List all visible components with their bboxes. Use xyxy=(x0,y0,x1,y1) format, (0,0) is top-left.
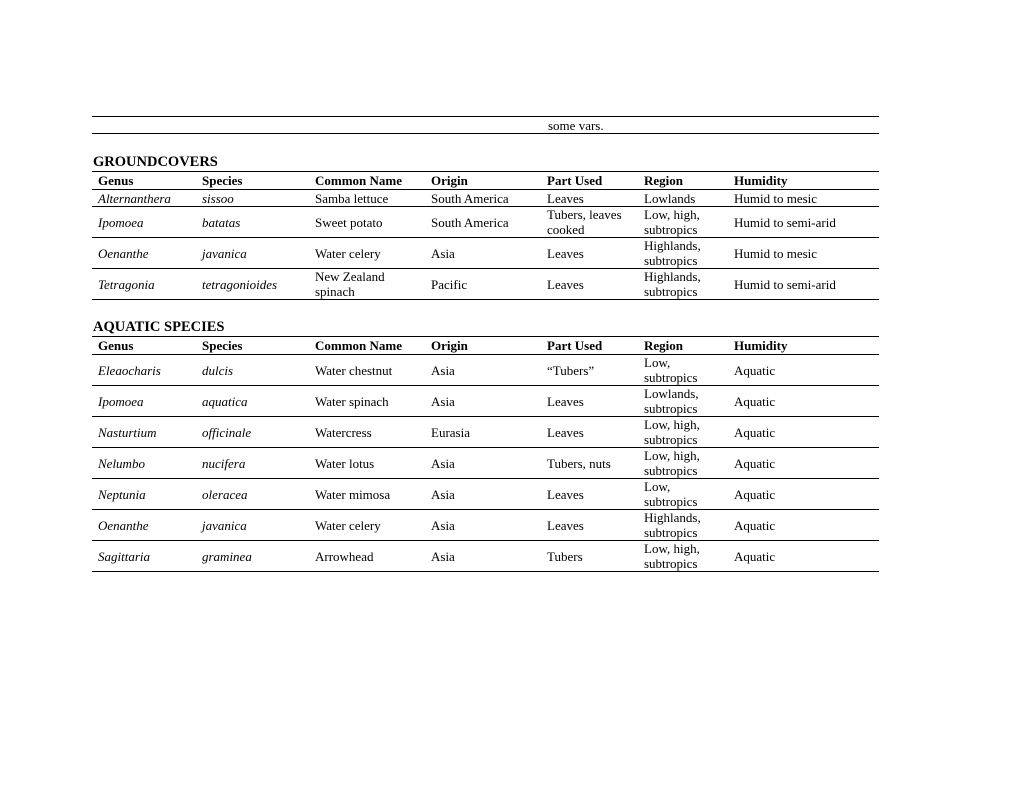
humidity-cell: Aquatic xyxy=(728,417,879,448)
origin-cell: Asia xyxy=(425,386,541,417)
common-name-cell: Water celery xyxy=(309,238,425,269)
common-name-header: Common Name xyxy=(309,337,425,355)
part-used-cell: Leaves xyxy=(541,479,638,510)
region-cell: Lowlands xyxy=(638,190,728,207)
humidity-cell: Humid to mesic xyxy=(728,190,879,207)
species-cell: oleracea xyxy=(196,479,309,510)
species-cell: batatas xyxy=(196,207,309,238)
species-header: Species xyxy=(196,172,309,190)
genus-cell: Tetragonia xyxy=(92,269,196,300)
part-used-cell: Leaves xyxy=(541,269,638,300)
aquatic-species-table xyxy=(92,336,879,572)
table-row xyxy=(92,448,879,479)
common-name-cell: Water mimosa xyxy=(309,479,425,510)
table-row xyxy=(92,541,879,572)
groundcovers-table xyxy=(92,171,879,300)
region-header: Region xyxy=(638,337,728,355)
region-cell: Low, high, subtropics xyxy=(638,417,728,448)
common-name-cell: Sweet potato xyxy=(309,207,425,238)
part-used-cell: “Tubers” xyxy=(541,355,638,386)
species-header: Species xyxy=(196,337,309,355)
region-cell: Lowlands, subtropics xyxy=(638,386,728,417)
common-name-cell: Watercress xyxy=(309,417,425,448)
part-used-cell: Leaves xyxy=(541,238,638,269)
origin-cell: South America xyxy=(425,190,541,207)
origin-cell: Asia xyxy=(425,448,541,479)
part-used-cell: Leaves xyxy=(541,386,638,417)
region-header: Region xyxy=(638,172,728,190)
table-row xyxy=(92,238,879,269)
table-row xyxy=(92,207,879,238)
aquatic-species-section-title: AQUATIC SPECIES xyxy=(93,319,225,335)
common-name-cell: Water spinach xyxy=(309,386,425,417)
previous-table-top-rule xyxy=(92,116,879,117)
genus-cell: Oenanthe xyxy=(92,510,196,541)
part-used-header: Part Used xyxy=(541,337,638,355)
region-cell: Low, high, subtropics xyxy=(638,541,728,572)
humidity-cell: Humid to mesic xyxy=(728,238,879,269)
origin-cell: Eurasia xyxy=(425,417,541,448)
humidity-header: Humidity xyxy=(728,337,879,355)
table-row xyxy=(92,355,879,386)
humidity-cell: Aquatic xyxy=(728,510,879,541)
part-used-cell: Tubers, leaves cooked xyxy=(541,207,638,238)
species-cell: aquatica xyxy=(196,386,309,417)
part-used-cell: Leaves xyxy=(541,510,638,541)
common-name-cell: Samba lettuce xyxy=(309,190,425,207)
genus-cell: Ipomoea xyxy=(92,386,196,417)
origin-cell: Asia xyxy=(425,541,541,572)
region-cell: Highlands, subtropics xyxy=(638,510,728,541)
part-used-header: Part Used xyxy=(541,172,638,190)
header-row xyxy=(92,337,879,355)
origin-cell: Asia xyxy=(425,510,541,541)
origin-cell: Asia xyxy=(425,355,541,386)
part-used-cell: Tubers xyxy=(541,541,638,572)
continuation-cell-text: some vars. xyxy=(548,118,604,133)
table-row xyxy=(92,386,879,417)
species-cell: officinale xyxy=(196,417,309,448)
origin-cell: Pacific xyxy=(425,269,541,300)
common-name-cell: Water lotus xyxy=(309,448,425,479)
origin-cell: South America xyxy=(425,207,541,238)
part-used-cell: Tubers, nuts xyxy=(541,448,638,479)
humidity-cell: Aquatic xyxy=(728,355,879,386)
genus-cell: Alternanthera xyxy=(92,190,196,207)
region-cell: Low, high, subtropics xyxy=(638,448,728,479)
humidity-cell: Humid to semi-arid xyxy=(728,269,879,300)
genus-cell: Sagittaria xyxy=(92,541,196,572)
genus-header: Genus xyxy=(92,172,196,190)
header-row xyxy=(92,172,879,190)
table-row xyxy=(92,269,879,300)
table-row xyxy=(92,417,879,448)
common-name-cell: Arrowhead xyxy=(309,541,425,572)
table-row xyxy=(92,510,879,541)
origin-header: Origin xyxy=(425,172,541,190)
species-cell: dulcis xyxy=(196,355,309,386)
common-name-cell: New Zealand spinach xyxy=(309,269,425,300)
region-cell: Low, subtropics xyxy=(638,479,728,510)
genus-cell: Oenanthe xyxy=(92,238,196,269)
species-cell: tetragonioides xyxy=(196,269,309,300)
table-row xyxy=(92,479,879,510)
humidity-cell: Aquatic xyxy=(728,448,879,479)
species-cell: javanica xyxy=(196,510,309,541)
common-name-cell: Water chestnut xyxy=(309,355,425,386)
common-name-cell: Water celery xyxy=(309,510,425,541)
humidity-header: Humidity xyxy=(728,172,879,190)
humidity-cell: Aquatic xyxy=(728,386,879,417)
humidity-cell: Aquatic xyxy=(728,479,879,510)
genus-cell: Eleaocharis xyxy=(92,355,196,386)
species-cell: nucifera xyxy=(196,448,309,479)
genus-cell: Neptunia xyxy=(92,479,196,510)
genus-cell: Nelumbo xyxy=(92,448,196,479)
species-cell: sissoo xyxy=(196,190,309,207)
species-cell: graminea xyxy=(196,541,309,572)
genus-cell: Ipomoea xyxy=(92,207,196,238)
humidity-cell: Humid to semi-arid xyxy=(728,207,879,238)
genus-cell: Nasturtium xyxy=(92,417,196,448)
region-cell: Highlands, subtropics xyxy=(638,269,728,300)
origin-header: Origin xyxy=(425,337,541,355)
part-used-cell: Leaves xyxy=(541,417,638,448)
part-used-cell: Leaves xyxy=(541,190,638,207)
common-name-header: Common Name xyxy=(309,172,425,190)
region-cell: Low, high, subtropics xyxy=(638,207,728,238)
origin-cell: Asia xyxy=(425,238,541,269)
region-cell: Low, subtropics xyxy=(638,355,728,386)
genus-header: Genus xyxy=(92,337,196,355)
groundcovers-section-title: GROUNDCOVERS xyxy=(93,154,218,170)
table-row xyxy=(92,190,879,207)
previous-table-bottom-rule xyxy=(92,133,879,134)
region-cell: Highlands, subtropics xyxy=(638,238,728,269)
origin-cell: Asia xyxy=(425,479,541,510)
humidity-cell: Aquatic xyxy=(728,541,879,572)
species-cell: javanica xyxy=(196,238,309,269)
